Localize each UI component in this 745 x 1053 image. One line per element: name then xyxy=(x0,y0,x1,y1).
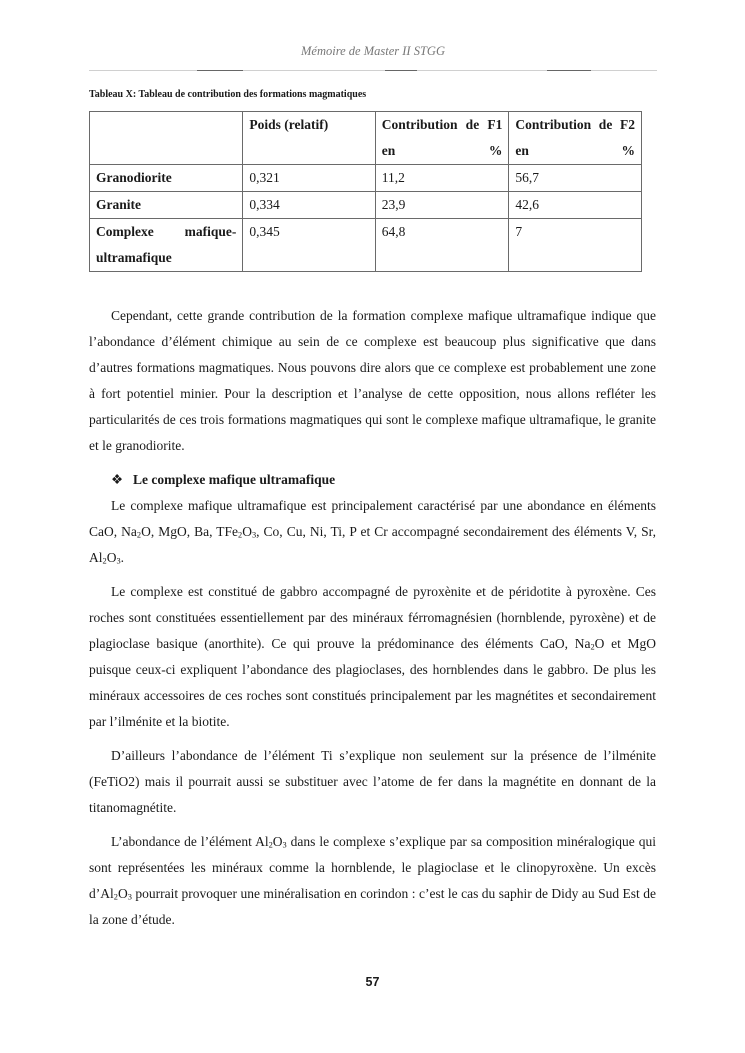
table-cell: 0,345 xyxy=(243,219,375,272)
section-title: Le complexe mafique ultramafique xyxy=(133,472,336,487)
row-label xyxy=(90,219,243,272)
table-header-text: Contribution de F2 en % xyxy=(515,117,635,158)
table-header-cell xyxy=(375,112,509,165)
table-header-cell xyxy=(90,112,243,165)
table-header-text: Contribution de F1 en % xyxy=(381,117,503,158)
diamond-bullet-icon: ❖ xyxy=(111,472,124,487)
table-cell: 42,6 xyxy=(509,192,642,219)
contribution-table xyxy=(89,111,642,272)
table-row xyxy=(90,192,642,219)
row-label: Granodiorite xyxy=(90,165,243,192)
paragraph: Cependant, cette grande contribution de la formation complexe mafique ultramafique indique que l’abondance d’élément chimique au sein de ce complexe est beaucoup plus significative que dans d’autres formations magmatiques. Nous pouvons dire alors que ce complexe est probablement une zone à fort potentiel minier. Pour la description et l’analyse de cette opposition, nous allons refléter les particularités de ces trois formations magmatiques qui sont le complexe mafique ultramafique, le granite et le granodiorite. xyxy=(89,308,656,453)
row-label: Granite xyxy=(90,192,243,219)
running-header: Mémoire de Master II STGG xyxy=(301,44,445,58)
paragraph: Le complexe est constitué de gabbro accompagné de pyroxènite et de péridotite à pyroxène. Ces roches sont constituées essentiellement par des minéraux férromagnésien (hornblende, pyroxène) et de plagioclase basique (anorthite). Ce qui prouve la prédominance des éléments CaO, $Na_2O$ et MgO puisque ceux-ci expliquent l’abondance des plagioclases, des hornblendes dans le gabbro. De plus les minéraux accessoires de ces roches sont constitués principalement par les magnétites et secondairement par l’ilménite et la biotite. xyxy=(89,584,656,729)
table-caption: Tableau X: Tableau de contribution des formations magmatiques xyxy=(89,89,367,100)
section-heading xyxy=(89,467,656,493)
table-cell: 0,321 xyxy=(243,165,375,192)
table-cell: 11,2 xyxy=(375,165,509,192)
paragraph: L’abondance de l’élément $Al_2O_3$ dans le complexe s’explique par sa composition minéralogique qui sont représentées les minéraux comme la hornblende, le plagioclase et le clinopyroxène. Un excès $d’Al_2O_3$ pourrait provoquer une minéralisation en corindon : c’est le cas du saphir de Didy au Sud Est de la zone d’étude. xyxy=(89,834,656,927)
table-header-cell xyxy=(509,112,642,165)
table-row xyxy=(90,219,642,272)
row-label-text: Complexe mafique-ultramafique xyxy=(96,224,237,265)
table-cell: 0,334 xyxy=(243,192,375,219)
body-text xyxy=(89,303,656,941)
table-cell: 64,8 xyxy=(375,219,509,272)
header-rule-accent xyxy=(385,70,417,71)
table-header-cell: Poids (relatif) xyxy=(243,112,375,165)
table-cell: 23,9 xyxy=(375,192,509,219)
paragraph: D’ailleurs l’abondance de l’élément Ti s’explique non seulement sur la présence de l’ilménite (FeTiO2) mais il pourrait aussi se substituer avec l’atome de fer dans la magnétite en donnant de la titanomagnétite. xyxy=(89,748,656,815)
page-number: 57 xyxy=(365,975,380,989)
header-rule-accent xyxy=(547,70,591,71)
table-row xyxy=(90,165,642,192)
paragraph: Le complexe mafique ultramafique est principalement caractérisé par une abondance en éléments CaO, $Na_2O$, MgO, Ba, $TFe_2O_3$, Co, Cu, Ni, Ti, P et Cr accompagné secondairement des éléments V, Sr, $Al_2O_3$. xyxy=(89,498,656,566)
table-header-row xyxy=(90,112,642,165)
header-rule xyxy=(89,70,657,71)
table-cell: 56,7 xyxy=(509,165,642,192)
header-rule-accent xyxy=(197,70,243,71)
table-cell: 7 xyxy=(509,219,642,272)
